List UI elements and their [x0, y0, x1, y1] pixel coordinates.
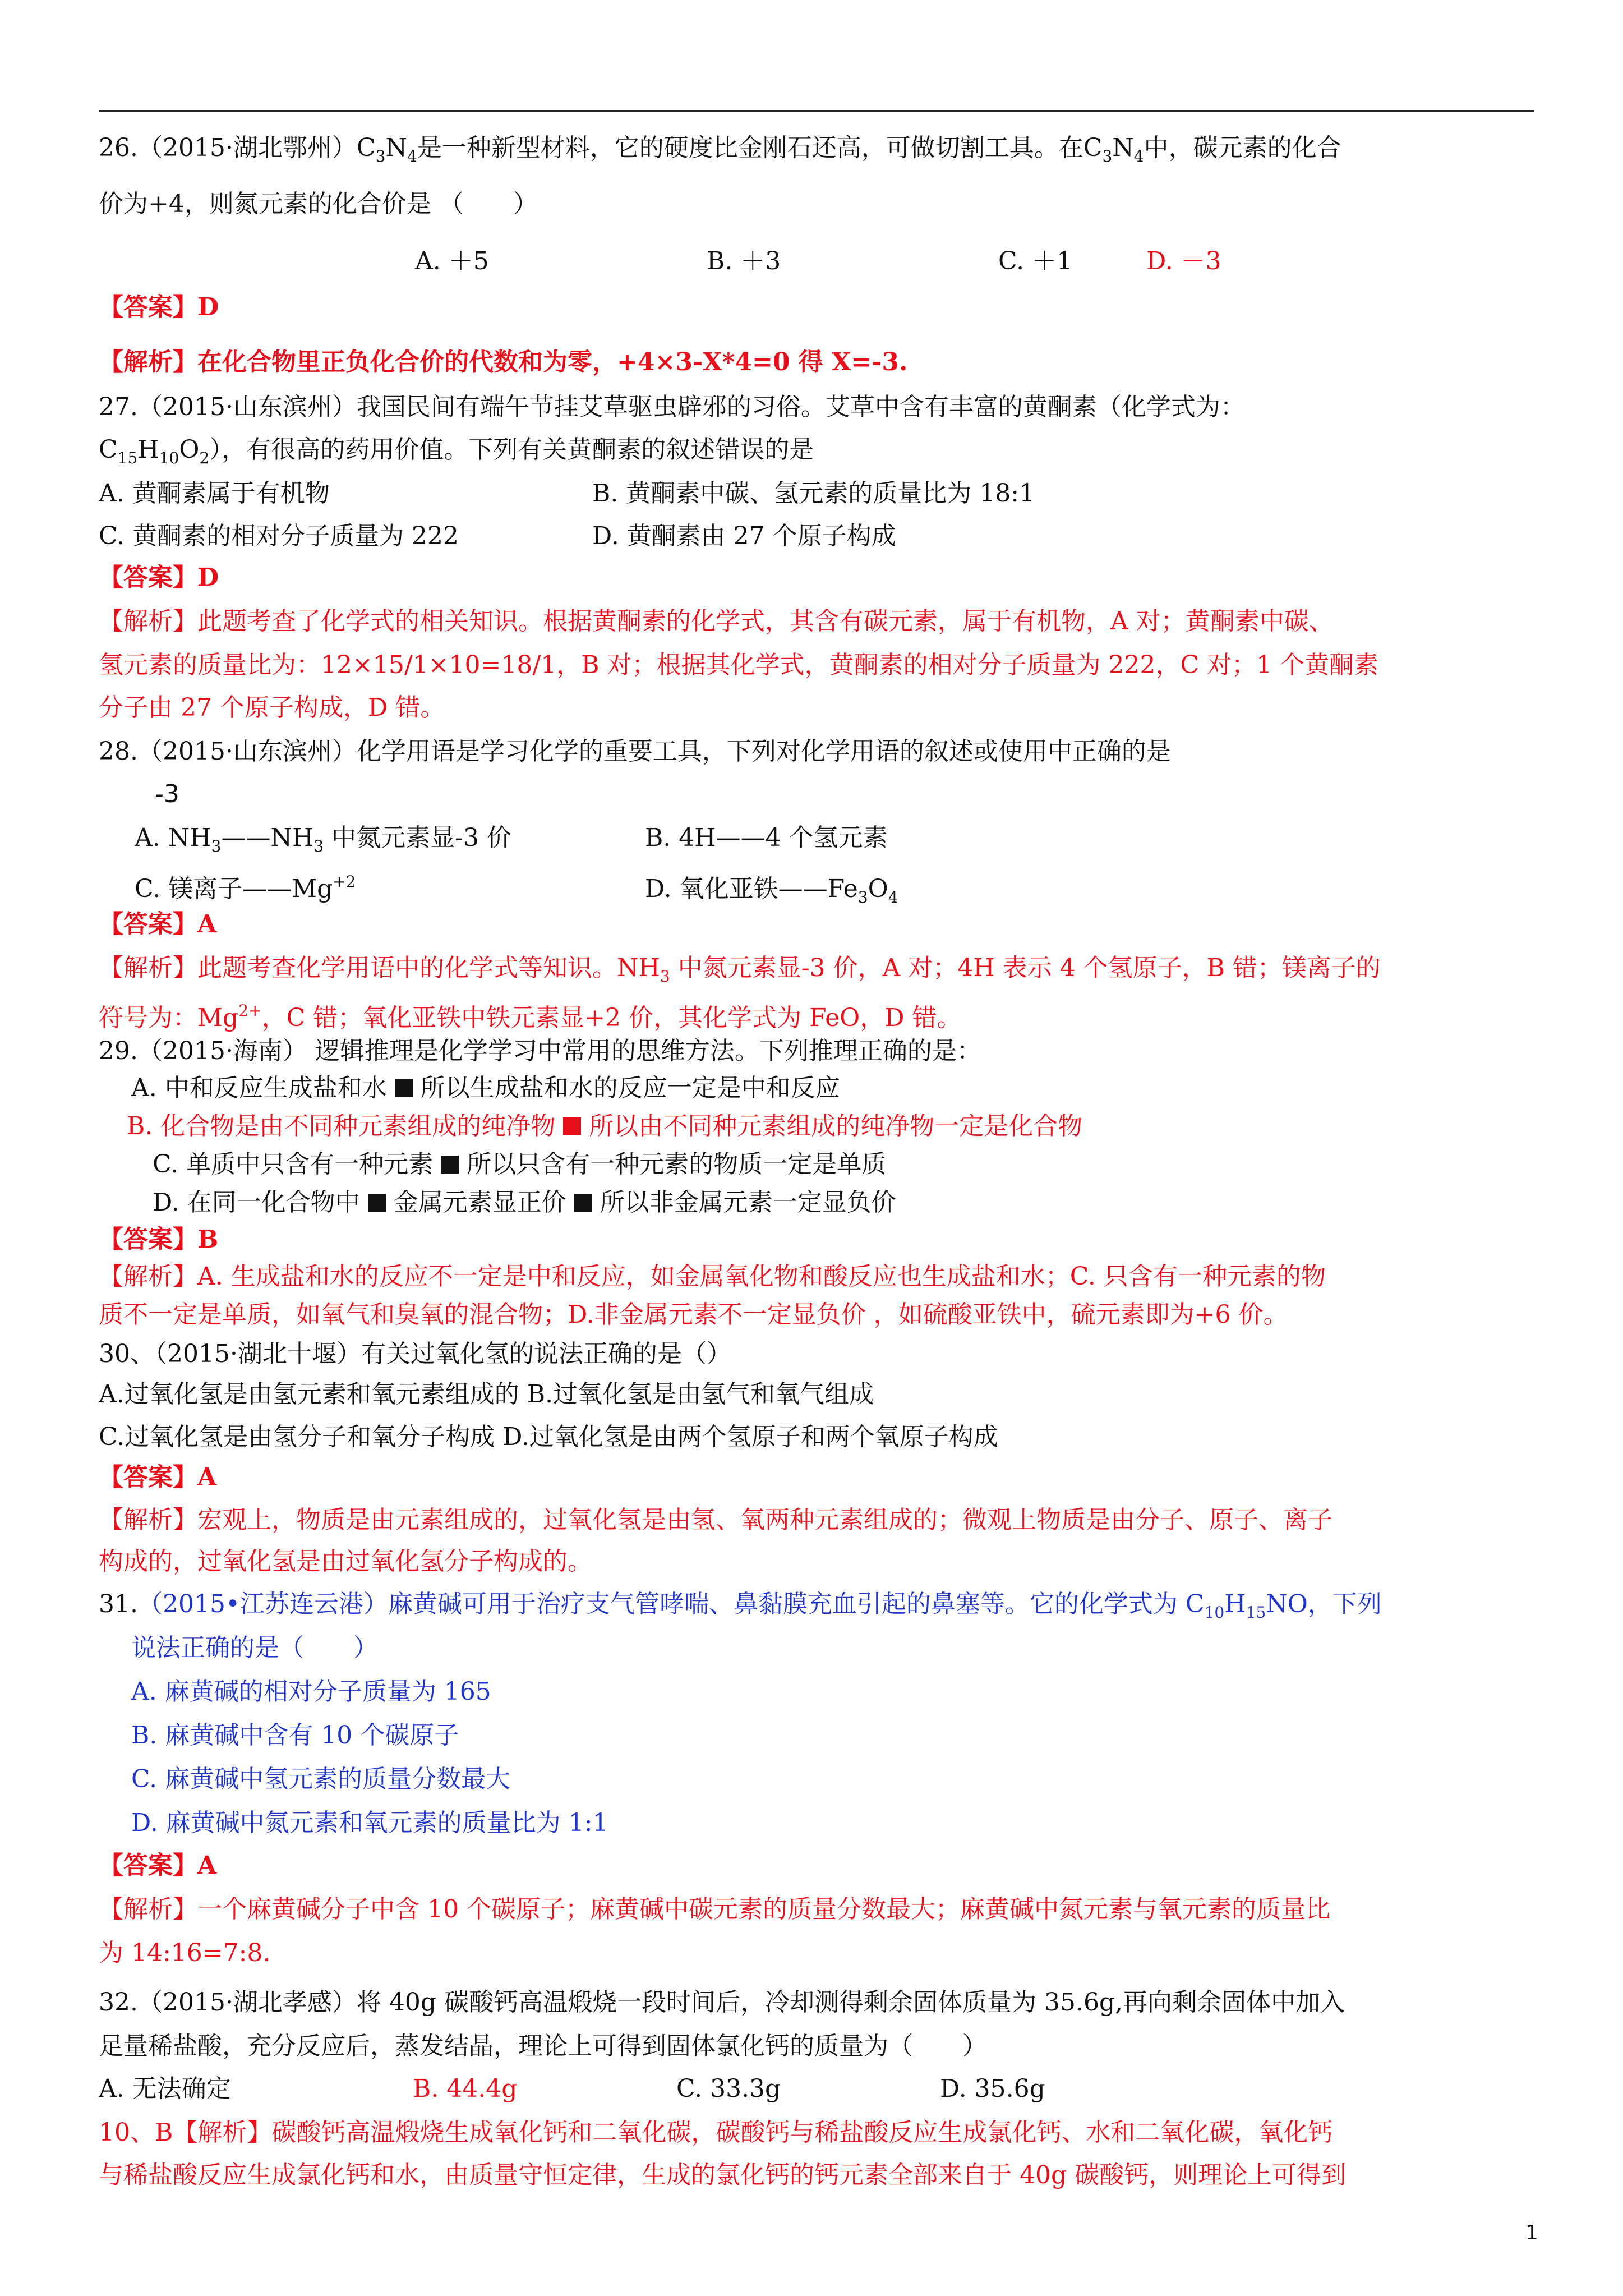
q27-option-a: A. 黄酮素属于有机物	[99, 479, 330, 508]
q28-answer: 【答案】A	[99, 910, 217, 938]
q26-option-b: B. ＋3	[707, 247, 781, 275]
q29-option-d: D. 在同一化合物中 金属元素显正价 所以非金属元素一定显负价	[153, 1188, 896, 1217]
q32-option-b: B. 44.4g	[413, 2074, 518, 2103]
q26-stem-line1: 26.（2015·湖北鄂州）$C_3N_4$是一种新型材料，它的硬度比金刚石还高，可做切割工具。在$C_3N_4$中，碳元素的化合	[99, 134, 1341, 165]
q29-answer: 【答案】B	[99, 1225, 219, 1254]
q27-options-row2	[99, 519, 896, 553]
q31-option-b: B. 麻黄碱中含有 10 个碳原子	[131, 1721, 459, 1750]
q29-option-c: C. 单质中只含有一种元素 所以只含有一种元素的物质一定是单质	[153, 1150, 887, 1179]
q27-option-b: B. 黄酮素中碳、氢元素的质量比为 18:1	[592, 479, 1035, 508]
q27-stem-line1: 27.（2015·山东滨州）我国民间有端午节挂艾草驱虫辟邪的习俗。艾草中含有丰富的黄酮素（化学式为：	[99, 393, 1245, 421]
q28-option-b: B. 4H——4 个氢元素	[645, 823, 888, 852]
bullet-square-icon	[395, 1079, 413, 1097]
q28-options-row2	[135, 865, 898, 914]
bullet-square-icon	[368, 1194, 386, 1212]
page-number: 1	[1525, 2221, 1538, 2244]
q30-options-row1: A.过氧化氢是由氢元素和氧元素组成的 B.过氧化氢是由氢气和氧气组成	[99, 1380, 874, 1409]
q32-options	[99, 2072, 1045, 2106]
q31-analysis-line1: 【解析】一个麻黄碱分子中含 10 个碳原子；麻黄碱中碳元素的质量分数最大；麻黄碱中氮元素与氧元素的质量比	[99, 1895, 1330, 1924]
q29-stem: 29.（2015·海南） 逻辑推理是化学学习中常用的思维方法。下列推理正确的是：	[99, 1037, 981, 1065]
q26-stem-line2: 价为+4，则氮元素的化合价是 （ ）	[99, 190, 538, 218]
q27-analysis-line2: 氢元素的质量比为：12×15/1×10=18/1，B 对；根据其化学式，黄酮素的相对分子质量为 222，C 对；1 个黄酮素	[99, 651, 1379, 679]
q32-option-c: C. 33.3g	[676, 2074, 781, 2103]
q27-stem-line2: $C_{15}H_{10}O_2$），有很高的药用价值。下列有关黄酮素的叙述错误的是	[99, 435, 814, 467]
q31-option-c: C. 麻黄碱中氢元素的质量分数最大	[131, 1765, 511, 1793]
bullet-square-icon	[563, 1117, 581, 1135]
q30-options-row2: C.过氧化氢是由氢分子和氧分子构成 D.过氧化氢是由两个氢原子和两个氧原子构成	[99, 1423, 998, 1451]
q29-analysis-line1: 【解析】A. 生成盐和水的反应不一定是中和反应，如金属氧化物和酸反应也生成盐和水；C. 只含有一种元素的物	[99, 1262, 1326, 1291]
q26-option-a: A. ＋5	[415, 247, 489, 275]
q26-option-d: D. －3	[1146, 247, 1221, 275]
q30-analysis-line1: 【解析】宏观上，物质是由元素组成的，过氧化氢是由氢、氧两种元素组成的；微观上物质是由分子、原子、离子	[99, 1506, 1332, 1534]
q29-analysis-line2: 质不一定是单质，如氧气和臭氧的混合物；D.非金属元素不一定显负价 ，如硫酸亚铁中，硫元素即为+6 价。	[99, 1300, 1288, 1329]
q32-stem-line2: 足量稀盐酸，充分反应后，蒸发结晶，理论上可得到固体氯化钙的质量为（ ）	[99, 2032, 987, 2060]
q29-option-b: B. 化合物是由不同种元素组成的纯净物 所以由不同种元素组成的纯净物一定是化合物	[127, 1112, 1083, 1140]
q27-options-row1	[99, 477, 1035, 510]
q28-option-c: C. 镁离子$——Mg^{+2}$	[135, 872, 356, 903]
q32-stem-line1: 32.（2015·湖北孝感）将 40g 碳酸钙高温煅烧一段时间后，冷却测得剩余固体质量为 35.6g,再向剩余固体中加入	[99, 1988, 1345, 2017]
q31-option-d: D. 麻黄碱中氮元素和氧元素的质量比为 1:1	[131, 1809, 608, 1837]
bullet-square-icon	[441, 1156, 459, 1174]
q26-analysis: 【解析】在化合物里正负化合价的代数和为零，+4×3-X*4=0 得 X=-3.	[99, 348, 908, 376]
q32-option-d: D. 35.6g	[940, 2074, 1045, 2103]
q27-analysis-line1: 【解析】此题考查了化学式的相关知识。根据黄酮素的化学式，其含有碳元素，属于有机物，A 对；黄酮素中碳、	[99, 607, 1334, 636]
q30-analysis-line2: 构成的，过氧化氢是由过氧化氢分子构成的。	[99, 1547, 592, 1576]
q31-answer: 【答案】A	[99, 1851, 217, 1880]
q28-options-row1	[135, 821, 888, 863]
q28-stem: 28.（2015·山东滨州）化学用语是学习化学的重要工具，下列对化学用语的叙述或使用中正确的是	[99, 737, 1171, 766]
q31-stem-line1: 31.（2015•江苏连云港）麻黄碱可用于治疗支气管哮喘、鼻黏膜充血引起的鼻塞等。它的化学式为 $C_{10}H_{15}NO$，下列	[99, 1590, 1382, 1622]
q32-analysis-line2: 与稀盐酸反应生成氯化钙和水，由质量守恒定律，生成的氯化钙的钙元素全部来自于 40g 碳酸钙，则理论上可得到	[99, 2161, 1347, 2189]
q32-option-a: A. 无法确定	[99, 2074, 231, 2103]
q28-analysis-line2: 符号为：$Mg^{2+}$，C 错；氧化亚铁中铁元素显+2 价，其化学式为 FeO，D 错。	[99, 1001, 962, 1032]
q31-stem-line2: 说法正确的是（ ）	[131, 1634, 378, 1662]
q27-analysis-line3: 分子由 27 个原子构成，D 错。	[99, 693, 445, 722]
q28-option-d: D. 氧化亚铁$——Fe_3O_4$	[645, 875, 898, 907]
q28-analysis-line1: 【解析】此题考查化学用语中的化学式等知识。$NH_3$ 中氮元素显-3 价，A 对；4H 表示 4 个氢原子，B 错；镁离子的	[99, 954, 1381, 986]
q30-stem: 30、（2015·湖北十堰）有关过氧化氢的说法正确的是（）	[99, 1340, 731, 1368]
q27-answer: 【答案】D	[99, 563, 219, 592]
q26-options	[415, 245, 1221, 278]
header-rule	[99, 110, 1534, 112]
q27-option-c: C. 黄酮素的相对分子质量为 222	[99, 522, 459, 550]
q31-analysis-line2: 为 14:16=7:8.	[99, 1939, 271, 1967]
q28-option-a: A. $NH_3——NH_3$ 中氮元素显-3 价	[135, 823, 511, 855]
q31-option-a: A. 麻黄碱的相对分子质量为 165	[131, 1677, 491, 1706]
bullet-square-icon	[574, 1194, 592, 1212]
q32-analysis-line1: 10、B【解析】碳酸钙高温煅烧生成氧化钙和二氧化碳，碳酸钙与稀盐酸反应生成氯化钙、水和二氧化碳，氧化钙	[99, 2118, 1333, 2147]
q26-option-c: C. ＋1	[998, 247, 1073, 275]
q26-answer: 【答案】D	[99, 293, 219, 321]
q28-valence-mark: -3	[155, 780, 179, 808]
q27-option-d: D. 黄酮素由 27 个原子构成	[592, 522, 896, 550]
q30-answer: 【答案】A	[99, 1463, 217, 1492]
q29-option-a: A. 中和反应生成盐和水 所以生成盐和水的反应一定是中和反应	[131, 1074, 840, 1102]
